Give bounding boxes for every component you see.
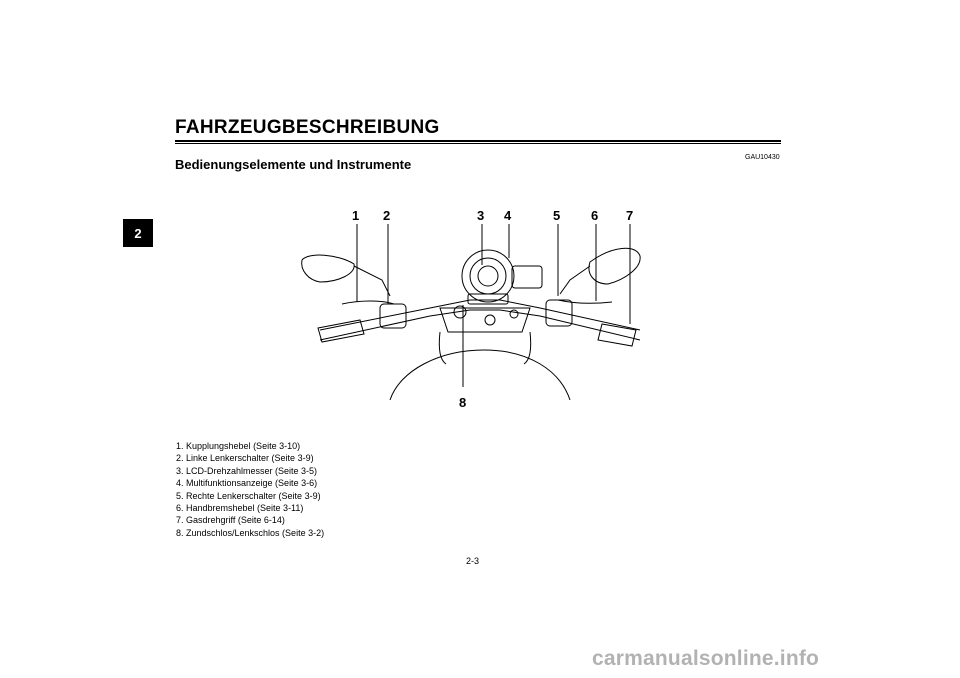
callout-1: 1 bbox=[352, 208, 360, 223]
left-mirror bbox=[302, 255, 354, 282]
legend-item: 2. Linke Lenkerschalter (Seite 3-9) bbox=[176, 453, 314, 464]
callout-8: 8 bbox=[459, 395, 467, 410]
legend-item: 6. Handbremshebel (Seite 3-11) bbox=[176, 503, 304, 514]
callout-3: 3 bbox=[477, 208, 485, 223]
right-switch-housing bbox=[546, 300, 572, 326]
page-title: FAHRZEUGBESCHREIBUNG bbox=[175, 117, 440, 138]
handlebar-illustration bbox=[290, 200, 670, 420]
legend-item: 4. Multifunktionsanzeige (Seite 3-6) bbox=[176, 478, 318, 489]
title-rule bbox=[175, 140, 781, 142]
legend-item: 7. Gasdrehgriff (Seite 6-14) bbox=[176, 515, 285, 526]
document-code: GAU10430 bbox=[745, 154, 780, 161]
right-grip bbox=[598, 324, 636, 346]
legend-item: 8. Zundschlos/Lenkschlos (Seite 3-2) bbox=[176, 527, 325, 538]
page-number: 2-3 bbox=[466, 556, 480, 566]
watermark: carmanualsonline.info bbox=[592, 647, 820, 670]
fuel-tank bbox=[390, 350, 570, 400]
right-mirror bbox=[589, 248, 640, 284]
callout-2: 2 bbox=[383, 208, 391, 223]
section-tab: 2 bbox=[123, 219, 153, 247]
callout-5: 5 bbox=[553, 208, 561, 223]
callout-4: 4 bbox=[504, 208, 512, 223]
title-rule-thin bbox=[175, 143, 781, 144]
section-subtitle: Bedienungselemente und Instrumente bbox=[175, 157, 412, 172]
figure-legend bbox=[176, 440, 324, 539]
legend-item: 3. LCD-Drehzahlmesser (Seite 3-5) bbox=[176, 465, 318, 476]
legend-item: 1. Kupplungshebel (Seite 3-10) bbox=[176, 441, 301, 451]
legend-item: 5. Rechte Lenkerschalter (Seite 3-9) bbox=[176, 490, 321, 501]
callout-6: 6 bbox=[591, 208, 599, 223]
callout-7: 7 bbox=[626, 208, 634, 223]
